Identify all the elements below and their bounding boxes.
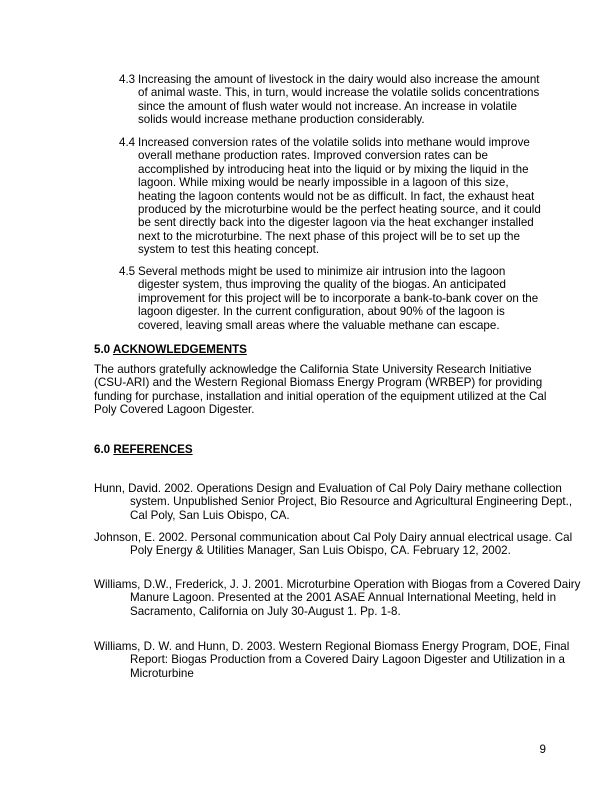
list-item-4-5 [119, 265, 549, 332]
item-text: Increased conversion rates of the volatile solids into methane would improve overall methane production rates. Improved conversion rates can be accomplished by introducing heat into the liquid or by mixing the liquid in the lagoon. While mixing would be nearly impossible in a lagoon of this size, heating the lagoon contents would not be as difficult. In fact, the exhaust heat produced by the microturbine would be the perfect heating source, and it could be sent directly back into the digester lagoon via the heat exchanger installed next to the microturbine. The next phase of this project will be to set up the system to test this heating concept. [138, 136, 541, 257]
references-heading [94, 443, 193, 456]
section-number: 5.0 [94, 343, 111, 356]
item-text: Several methods might be used to minimize air intrusion into the lagoon digester system, thus improving the quality of the biogas. An anticipated improvement for this project will be to incorporate a bank-to-bank cover on the lagoon digester. In the current configuration, about 90% of the lagoon is covered, leaving small areas where the valuable methane can escape. [138, 265, 539, 332]
section-title: ACKNOWLEDGEMENTS [112, 343, 247, 356]
reference-entry: Johnson, E. 2002. Personal communication about Cal Poly Dairy annual electrical usage. Cal Poly Energy & Utilities Manager, San Luis Obispo, CA. February 12, 2002. [94, 531, 573, 558]
reference-entry: Williams, D. W. and Hunn, D. 2003. Western Regional Biomass Energy Program, DOE, Final Report: Biogas Production from a Covered Dairy Lagoon Digester and Utilization in a Microturbine [94, 640, 570, 680]
item-number: 4.3 [119, 73, 136, 86]
list-item-4-4 [119, 136, 549, 257]
list-item-4-3 [119, 73, 549, 127]
acknowledgements-text: The authors gratefully acknowledge the California State University Research Initiative (CSU-ARI) and the Western Regional Biomass Energy Program (WRBEP) for providing funding for purchase, installation and initial operation of the equipment utilized at the Cal Poly Covered Lagoon Digester. [94, 363, 547, 417]
reference-entry: Williams, D.W., Frederick, J. J. 2001. Microturbine Operation with Biogas from a Covered Dairy Manure Lagoon. Presented at the 2001 ASAE Annual International Meeting, held in Sacramento, California on July 30-August 1. Pp. 1-8. [94, 578, 581, 618]
acknowledgements-heading [94, 343, 247, 356]
item-number: 4.4 [119, 136, 136, 149]
item-text: Increasing the amount of livestock in the dairy would also increase the amount of animal waste. This, in turn, would increase the volatile solids concentrations since the amount of flush water would not increase. An increase in volatile solids would increase methane production considerably. [138, 73, 540, 127]
page-number: 9 [539, 743, 546, 756]
item-number: 4.5 [119, 265, 136, 278]
section-title: REFERENCES [113, 443, 193, 456]
section-number: 6.0 [94, 443, 111, 456]
reference-entry: Hunn, David. 2002. Operations Design and Evaluation of Cal Poly Dairy methane collection system. Unpublished Senior Project, Bio Resource and Agricultural Engineering Dept., Cal Poly, San Luis Obispo, CA. [94, 482, 573, 522]
